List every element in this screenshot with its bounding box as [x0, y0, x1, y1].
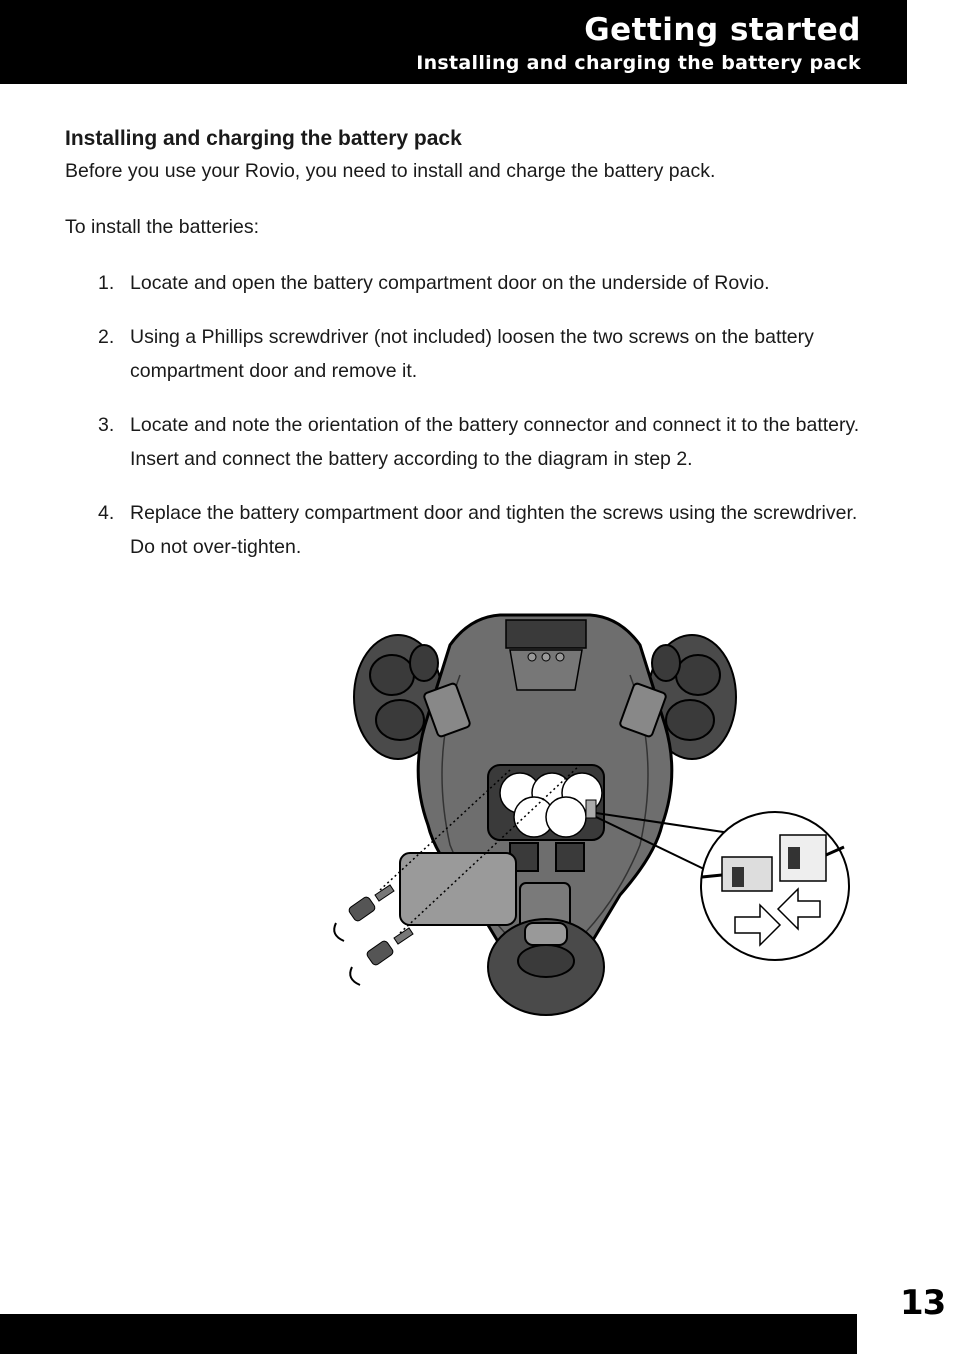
steps-list — [65, 266, 865, 564]
battery-compartment-icon — [488, 765, 604, 840]
step-number: 3. — [98, 414, 115, 436]
battery-installation-illustration — [320, 605, 860, 1025]
connector-detail-icon — [701, 812, 849, 960]
lead-paragraph: To install the batteries: — [65, 216, 260, 238]
section-heading: Installing and charging the battery pack — [65, 127, 462, 150]
header-bar — [0, 0, 907, 84]
step-number: 2. — [98, 326, 115, 348]
screw-icon — [334, 885, 394, 941]
step-text: Replace the battery compartment door and tighten the screws using the screwdriver. Do not over-tighten. — [130, 502, 858, 558]
step-text: Locate and note the orientation of the battery connector and connect it to the battery. Insert and connect the battery according to the diagram in step 2. — [130, 414, 860, 470]
list-item — [65, 408, 865, 476]
step-text: Locate and open the battery compartment door on the underside of Rovio. — [130, 272, 770, 294]
intro-paragraph: Before you use your Rovio, you need to install and charge the battery pack. — [65, 160, 716, 182]
page-title: Getting started — [584, 12, 861, 48]
main-content — [65, 124, 865, 584]
step-number: 1. — [98, 272, 115, 294]
battery-door-icon — [400, 853, 516, 925]
list-item — [65, 266, 865, 300]
screw-icon — [350, 928, 413, 985]
list-item — [65, 320, 865, 388]
step-text: Using a Phillips screwdriver (not included) loosen the two screws on the battery compartment door and remove it. — [130, 326, 814, 382]
step-number: 4. — [98, 502, 115, 524]
footer-bar — [0, 1314, 857, 1354]
page-number: 13 — [900, 1283, 946, 1323]
page-subtitle: Installing and charging the battery pack — [416, 52, 861, 74]
list-item — [65, 496, 865, 564]
